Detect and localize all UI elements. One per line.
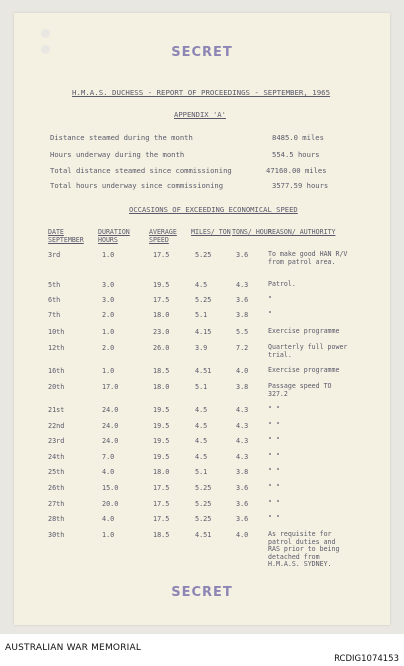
secret-stamp-bottom: SECRET [171,585,233,600]
duration-cell: 3.0 [102,281,115,289]
date-cell: 5th [48,281,61,289]
col-miles-ton-header: MILES/ TON [191,228,231,236]
date-cell: 6th [48,296,61,304]
tons-hour-cell: 3.6 [236,484,249,492]
duration-cell: 17.0 [102,383,119,391]
summary-value: 3577.59 hours [272,181,329,190]
speed-cell: 19.5 [153,453,170,461]
reason-cell: Quarterly full power trial. [268,343,348,359]
date-cell: 30th [48,531,65,539]
speed-cell: 17.5 [153,296,170,304]
speed-cell: 18.0 [153,383,170,391]
summary-label: Distance steamed during the month [50,133,193,142]
speed-cell: 18.5 [153,531,170,539]
speed-cell: 19.5 [153,281,170,289]
duration-cell: 24.0 [102,437,119,445]
secret-stamp-top: SECRET [171,45,233,60]
miles-ton-cell: 3.9 [195,344,208,352]
miles-ton-cell: 4.51 [195,367,212,375]
tons-hour-cell: 3.6 [236,500,249,508]
duration-cell: 7.0 [102,453,115,461]
col-duration-header: DURATION HOURS [98,228,130,244]
date-cell: 7th [48,311,61,319]
speed-cell: 17.5 [153,251,170,259]
reason-cell: " " [268,483,280,491]
tons-hour-cell: 3.8 [236,468,249,476]
miles-ton-cell: 5.25 [195,251,212,259]
date-cell: 20th [48,383,65,391]
archive-footer [0,634,404,666]
col-reason-header: REASON/ AUTHORITY [268,228,336,236]
speed-cell: 17.5 [153,484,170,492]
tons-hour-cell: 3.6 [236,251,249,259]
speed-cell: 17.5 [153,515,170,523]
duration-cell: 24.0 [102,406,119,414]
duration-cell: 4.0 [102,468,115,476]
duration-cell: 1.0 [102,328,115,336]
speed-cell: 18.0 [153,468,170,476]
tons-hour-cell: 3.8 [236,311,249,319]
date-cell: 28th [48,515,65,523]
reason-cell: " " [268,436,280,444]
duration-cell: 1.0 [102,367,115,375]
reason-cell: Exercise programme [268,366,340,374]
speed-cell: 18.0 [153,311,170,319]
miles-ton-cell: 5.25 [195,484,212,492]
miles-ton-cell: 5.1 [195,311,208,319]
miles-ton-cell: 5.25 [195,515,212,523]
speed-cell: 26.0 [153,344,170,352]
duration-cell: 2.0 [102,311,115,319]
tons-hour-cell: 3.6 [236,515,249,523]
miles-ton-cell: 4.5 [195,453,208,461]
tons-hour-cell: 4.3 [236,437,249,445]
miles-ton-cell: 4.5 [195,281,208,289]
date-cell: 3rd [48,251,61,259]
date-cell: 16th [48,367,65,375]
punch-hole [41,29,50,38]
archive-name: AUSTRALIAN WAR MEMORIAL [5,643,142,653]
tons-hour-cell: 4.0 [236,531,249,539]
date-cell: 12th [48,344,65,352]
reason-cell: " [268,295,272,303]
tons-hour-cell: 4.0 [236,367,249,375]
speed-cell: 18.5 [153,367,170,375]
reason-cell: Passage speed TO 327.2 [268,382,332,398]
date-cell: 23rd [48,437,65,445]
reason-cell: " " [268,421,280,429]
document-page [14,13,390,625]
speed-cell: 19.5 [153,422,170,430]
summary-value: 554.5 hours [272,150,320,159]
reason-cell: As requisite for patrol duties and RAS prior to being detached from H.M.A.S. SYDNEY. [268,530,340,569]
summary-label: Hours underway during the month [50,150,185,159]
date-cell: 10th [48,328,65,336]
reason-cell: " " [268,499,280,507]
duration-cell: 15.0 [102,484,119,492]
appendix-heading: APPENDIX 'A' [174,110,226,119]
miles-ton-cell: 5.25 [195,296,212,304]
tons-hour-cell: 4.3 [236,422,249,430]
miles-ton-cell: 5.1 [195,468,208,476]
reason-cell: " " [268,467,280,475]
duration-cell: 3.0 [102,296,115,304]
record-id: RCDIG1074153 [334,654,399,664]
col-tons-hour-header: TONS/ HOUR [232,228,272,236]
speed-cell: 19.5 [153,406,170,414]
reason-cell: " [268,310,272,318]
duration-cell: 1.0 [102,251,115,259]
date-cell: 22nd [48,422,65,430]
summary-value: 8485.0 miles [272,133,324,142]
summary-value: 47160.00 miles [266,166,327,175]
reason-cell: To make good HAN R/V from patrol area. [268,250,348,266]
tons-hour-cell: 7.2 [236,344,249,352]
section-title: OCCASIONS OF EXCEEDING ECONOMICAL SPEED [129,205,298,214]
duration-cell: 4.0 [102,515,115,523]
miles-ton-cell: 4.5 [195,406,208,414]
speed-cell: 17.5 [153,500,170,508]
duration-cell: 24.0 [102,422,119,430]
reason-cell: Exercise programme [268,327,340,335]
date-cell: 21st [48,406,65,414]
tons-hour-cell: 4.3 [236,453,249,461]
duration-cell: 1.0 [102,531,115,539]
duration-cell: 20.0 [102,500,119,508]
tons-hour-cell: 3.8 [236,383,249,391]
document-title: H.M.A.S. DUCHESS - REPORT OF PROCEEDINGS - SEPTEMBER, 1965 [72,88,331,97]
col-speed-header: AVERAGE SPEED [149,228,177,244]
miles-ton-cell: 5.25 [195,500,212,508]
miles-ton-cell: 4.5 [195,437,208,445]
speed-cell: 19.5 [153,437,170,445]
tons-hour-cell: 3.6 [236,296,249,304]
reason-cell: " " [268,452,280,460]
date-cell: 25th [48,468,65,476]
date-cell: 27th [48,500,65,508]
summary-label: Total distance steamed since commissioning [50,166,232,175]
speed-cell: 23.0 [153,328,170,336]
col-date-header: DATE SEPTEMBER [48,228,84,244]
summary-label: Total hours underway since commissioning [50,181,224,190]
date-cell: 24th [48,453,65,461]
reason-cell: " " [268,514,280,522]
reason-cell: " " [268,405,280,413]
duration-cell: 2.0 [102,344,115,352]
tons-hour-cell: 4.3 [236,406,249,414]
miles-ton-cell: 5.1 [195,383,208,391]
reason-cell: Patrol. [268,280,296,288]
miles-ton-cell: 4.51 [195,531,212,539]
miles-ton-cell: 4.5 [195,422,208,430]
date-cell: 26th [48,484,65,492]
tons-hour-cell: 5.5 [236,328,249,336]
tons-hour-cell: 4.3 [236,281,249,289]
miles-ton-cell: 4.15 [195,328,212,336]
